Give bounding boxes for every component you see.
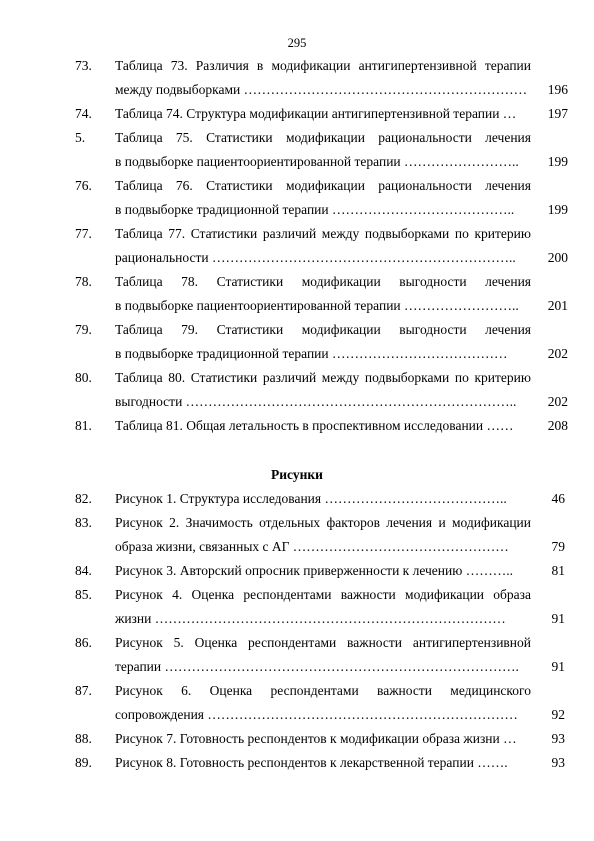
entry-page: 200 [547, 250, 568, 265]
entry-title-line: между подвыборками ……………………………………………………… [115, 82, 528, 97]
entry-title-line: терапии ……………………………………………………………………. [115, 659, 519, 674]
entry-number: 77. [75, 226, 92, 241]
entry-title-line: рациональности ………………………………………………………….. [115, 250, 516, 265]
entry-number: 74. [75, 106, 92, 121]
entry-number: 76. [75, 178, 92, 193]
entry-page: 93 [551, 755, 565, 770]
entry-title-line: выгодности ……………………………………………………………….. [115, 394, 517, 409]
entry-page: 91 [551, 611, 565, 626]
entry-title-line: Таблица 73. Различия в модификации антигипертензивной терапии [115, 58, 531, 73]
entry-title-line: жизни …………………………………………………………………… [115, 611, 506, 626]
entry-number: 88. [75, 731, 92, 746]
entry-title-line: Таблица 75. Статистики модификации рациональности лечения [115, 130, 531, 145]
entry-title-line: в подвыборке пациентоориентированной терапии …………………….. [115, 298, 519, 313]
entry-title-line: Рисунок 6. Оценка респондентами важности медицинского [115, 683, 531, 698]
entry-title-line: Рисунок 4. Оценка респондентами важности модификации образа [115, 587, 531, 602]
entry-title-line: образа жизни, связанных с АГ ………………………………………… [115, 539, 509, 554]
entry-title-line: Таблица 81. Общая летальность в проспективном исследовании …… [115, 418, 514, 433]
entry-page: 79 [551, 539, 565, 554]
entry-title-line: Рисунок 7. Готовность респондентов к модификации образа жизни … [115, 731, 517, 746]
entry-page: 92 [551, 707, 565, 722]
entry-title-line: Таблица 80. Статистики различий между подвыборками по критерию [115, 370, 531, 385]
entry-title-line: Таблица 76. Статистики модификации рациональности лечения [115, 178, 531, 193]
entry-title-line: Рисунок 3. Авторский опросник приверженности к лечению ……….. [115, 563, 513, 578]
entry-number: 82. [75, 491, 92, 506]
entry-page: 201 [547, 298, 568, 313]
entry-number: 5. [75, 130, 86, 145]
page-number: 295 [287, 36, 307, 50]
entry-title-line: Рисунок 1. Структура исследования ………………………………….. [115, 491, 507, 506]
entry-number: 79. [75, 322, 92, 337]
entry-number: 87. [75, 683, 92, 698]
entry-page: 199 [547, 202, 568, 217]
entry-page: 196 [547, 82, 568, 97]
entry-page: 208 [547, 418, 568, 433]
entry-title-line: Таблица 77. Статистики различий между подвыборками по критерию [115, 226, 531, 241]
entry-number: 83. [75, 515, 92, 530]
entry-title-line: в подвыборке традиционной терапии ………………………………….. [115, 202, 515, 217]
entry-number: 78. [75, 274, 92, 289]
entry-title-line: Рисунок 5. Оценка респондентами важности антигипертензивной [115, 635, 531, 650]
entry-page: 93 [551, 731, 565, 746]
entry-page: 202 [547, 394, 568, 409]
entry-title-line: Рисунок 8. Готовность респондентов к лекарственной терапии ……. [115, 755, 508, 770]
entry-page: 197 [547, 106, 568, 121]
section-heading-figures: Рисунки [271, 467, 323, 482]
entry-page: 46 [551, 491, 565, 506]
entry-title-line: в подвыборке традиционной терапии ………………………………… [115, 346, 508, 361]
entry-title-line: сопровождения …………………………………………………………… [115, 707, 518, 722]
entry-page: 199 [547, 154, 568, 169]
entry-number: 86. [75, 635, 92, 650]
entry-number: 85. [75, 587, 92, 602]
entry-title-line: Рисунок 2. Значимость отдельных факторов лечения и модификации [115, 515, 531, 530]
entry-title-line: в подвыборке пациентоориентированной терапии …………………….. [115, 154, 519, 169]
entry-page: 202 [547, 346, 568, 361]
entry-number: 84. [75, 563, 92, 578]
entry-title-line: Таблица 79. Статистики модификации выгодности лечения [115, 322, 531, 337]
entry-number: 89. [75, 755, 92, 770]
entry-number: 80. [75, 370, 92, 385]
entry-page: 91 [551, 659, 565, 674]
entry-number: 81. [75, 418, 92, 433]
entry-title-line: Таблица 74. Структура модификации антигипертензивной терапии … [115, 106, 517, 121]
entry-title-line: Таблица 78. Статистики модификации выгодности лечения [115, 274, 531, 289]
entry-number: 73. [75, 58, 92, 73]
entry-page: 81 [551, 563, 565, 578]
